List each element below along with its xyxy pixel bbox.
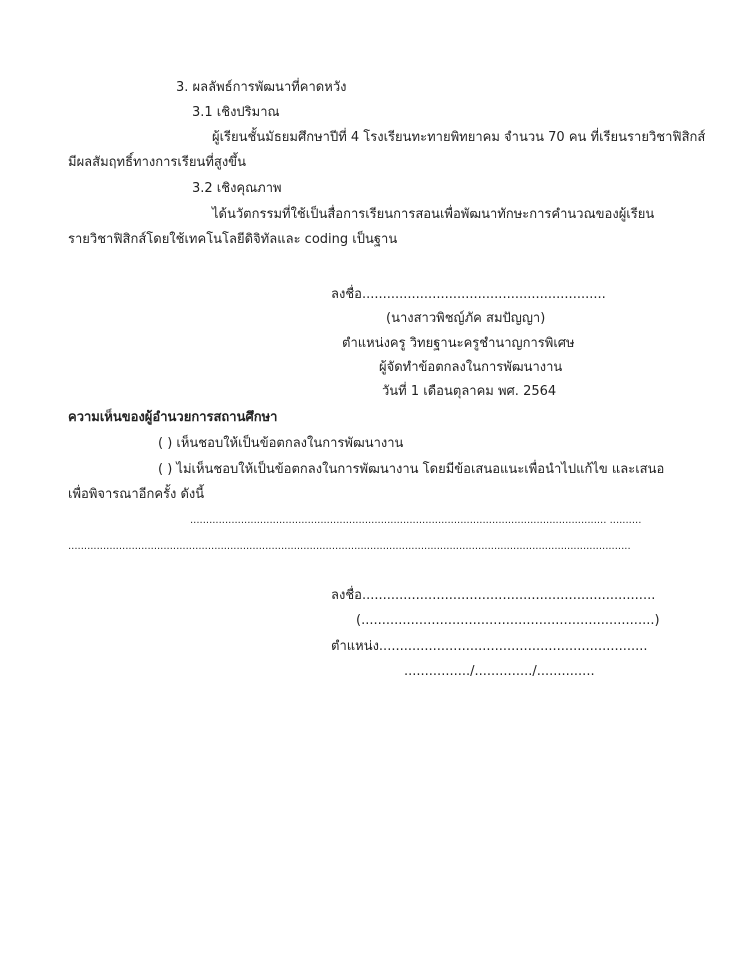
quantitative-line2: มีผลสัมฤทธิ์ทางการเรียนที่สูงขึ้น	[68, 155, 246, 170]
quantitative-label: 3.1 เชิงปริมาณ	[192, 105, 280, 120]
comment-dotted-line: .................................................................................................................................................................................	[68, 541, 631, 552]
signer-position: ตำแหน่งครู วิทยฐานะครูชำนาญการพิเศษ	[342, 336, 575, 351]
qualitative-line1: ได้นวัตกรรมที่ใช้เป็นสื่อการเรียนการสอนเพื่อพัฒนาทักษะการคำนวณของผู้เรียน	[212, 207, 655, 222]
disagree-option: ( ) ไม่เห็นชอบให้เป็นข้อตกลงในการพัฒนางาน โดยมีข้อเสนอแนะเพื่อนำไปแก้ไข และเสนอ	[158, 462, 665, 477]
results-heading: 3. ผลลัพธ์การพัฒนาที่คาดหวัง	[176, 80, 347, 95]
director-signature-line: ลงชื่อ.......................................................................	[331, 588, 656, 603]
qualitative-label: 3.2 เชิงคุณภาพ	[192, 181, 282, 196]
comment-dotted-line: ................................................................................................................................... ..........	[190, 515, 642, 526]
signature-line: ลงชื่อ...........................................................	[331, 287, 606, 302]
agree-option: ( ) เห็นชอบให้เป็นข้อตกลงในการพัฒนางาน	[158, 436, 404, 451]
signer-role: ผู้จัดทำข้อตกลงในการพัฒนางาน	[379, 360, 563, 375]
director-date-line: ................/............../..............	[404, 664, 595, 679]
director-opinion-heading: ความเห็นของผู้อำนวยการสถานศึกษา	[68, 410, 278, 425]
director-position-line: ตำแหน่ง.................................................................	[331, 639, 648, 654]
qualitative-line2: รายวิชาฟิสิกส์โดยใช้เทคโนโลยีดิจิทัลและ coding เป็นฐาน	[68, 232, 398, 247]
director-name-line: (.......................................................................)	[356, 613, 660, 628]
signer-date: วันที่ 1 เดือนตุลาคม พศ. 2564	[382, 384, 557, 399]
signer-name: (นางสาวพิชญ์ภัค สมปัญญา)	[386, 311, 546, 326]
disagree-option-continued: เพื่อพิจารณาอีกครั้ง ดังนี้	[68, 487, 205, 502]
quantitative-line1: ผู้เรียนชั้นมัธยมศึกษาปีที่ 4 โรงเรียนทะทายพิทยาคม จำนวน 70 คน ที่เรียนรายวิชาฟิสิกส์	[212, 130, 706, 145]
